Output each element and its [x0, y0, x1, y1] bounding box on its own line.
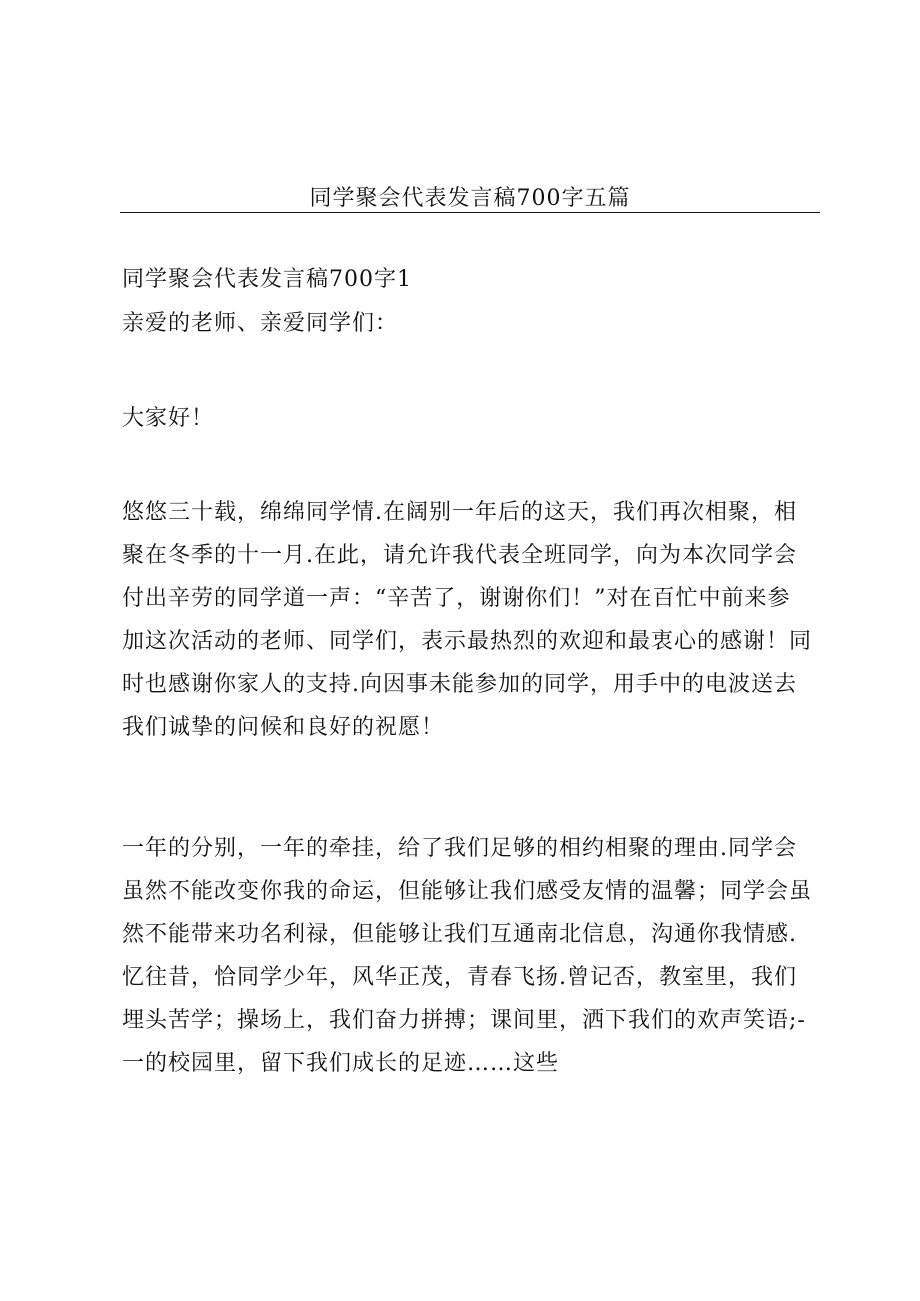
paragraph-line: 虽然不能改变你我的命运，但能够让我们感受友情的温馨；同学会虽 [122, 879, 813, 904]
paragraph-line: 然不能带来功名利禄，但能够让我们互通南北信息，沟通你我情感. [122, 922, 797, 947]
paragraph-1 [122, 491, 812, 749]
paragraph-line: 付出辛劳的同学道一声：“辛苦了，谢谢你们！”对在百忙中前来参 [122, 586, 791, 611]
paragraph-line: 时也感谢你家人的支持.向因事未能参加的同学，用手中的电波送去 [122, 672, 797, 697]
paragraph-line: 一年的分别，一年的牵挂，给了我们足够的相约相聚的理由.同学会 [122, 836, 797, 861]
paragraph-line: 聚在冬季的十一月.在此，请允许我代表全班同学，向为本次同学会 [122, 543, 797, 568]
paragraph-line: 悠悠三十载，绵绵同学情.在阔别一年后的这天，我们再次相聚，相 [122, 500, 797, 525]
greeting: 大家好！ [122, 406, 215, 431]
paragraph-line: 一的校园里，留下我们成长的足迹……这些 [122, 1051, 560, 1076]
paragraph-2 [122, 827, 812, 1085]
paragraph-line: 我们诚挚的问候和良好的祝愿！ [122, 715, 445, 740]
title-underline [120, 212, 820, 213]
paragraph-line: 埋头苦学；操场上，我们奋力拼搏；课间里，洒下我们的欢声笑语;- [122, 1008, 806, 1033]
paragraph-line: 忆往昔，恰同学少年，风华正茂，青春飞扬.曾记否，教室里，我们 [122, 965, 797, 990]
paragraph-line: 加这次活动的老师、同学们，表示最热烈的欢迎和最衷心的感谢！同 [122, 629, 813, 654]
salutation: 亲爱的老师、亲爱同学们： [122, 311, 399, 336]
section-heading: 同学聚会代表发言稿700字1 [122, 267, 412, 292]
page-title: 同学聚会代表发言稿700字五篇 [309, 186, 631, 211]
